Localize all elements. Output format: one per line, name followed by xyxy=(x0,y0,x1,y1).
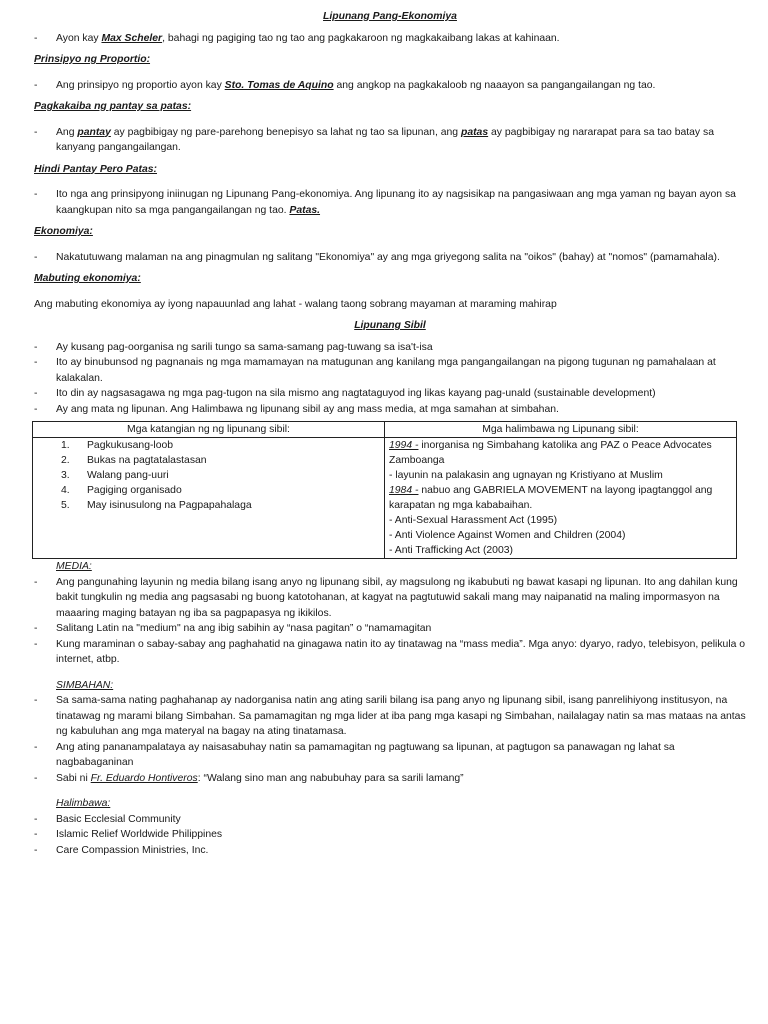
simbahan-list xyxy=(34,693,746,786)
law-item: - Anti Trafficking Act (2003) xyxy=(389,545,513,556)
text: Ayon kay xyxy=(56,32,102,44)
ekonomiya-heading: Ekonomiya: xyxy=(34,226,93,237)
proportio-item xyxy=(34,78,746,94)
lipunang-sibil-title: Lipunang Sibil xyxy=(354,320,426,331)
example-1994 xyxy=(389,438,732,468)
ekonomiya-item: - Nakatutuwang malaman na ang pinagmulan ng salitang "Ekonomiya" ay ang mga griyegong salita na "oikos" (bahay) at "nomos" (pamamahala). xyxy=(34,250,746,266)
item-text: Pagiging organisado xyxy=(87,485,182,496)
law-item: - Anti-Sexual Harassment Act (1995) xyxy=(389,515,558,526)
text: Ang xyxy=(56,126,78,138)
scheler-item xyxy=(34,31,746,47)
list-item: - Ito ay binubunsod ng pagnanais ng mga mamamayan na matugunan ang kanilang mga pangangailangan na pigong tugunan ng pamahalaan at kalakalan. xyxy=(34,355,746,386)
list-item: - Ay kusang pag-oorganisa ng sarili tungo sa sama-samang pag-tuwang sa isa't-isa xyxy=(34,340,746,356)
media-list xyxy=(34,575,746,668)
table-cell-halimbawa xyxy=(385,438,737,559)
text: Ito nga ang prinsipyong iniinugan ng Lipunang Pang-ekonomiya. Ang lipunang ito ay nagsisikap na pangasiwaan ang mga yaman ng bayan ayon sa kaangkupan nito sa mga pangangailangan ng tao. xyxy=(56,189,736,216)
hindi-pantay-heading: Hindi Pantay Pero Patas: xyxy=(34,163,157,175)
list-item: - Salitang Latin na "medium" na ang ibig sabihin ay “nasa pagitan” o “namamagitan xyxy=(34,621,746,637)
list-item: - Basic Ecclesial Community xyxy=(34,812,746,828)
list-item: - Ang pangunahing layunin ng media bilang isang anyo ng lipunang sibil, ay magsulong ng ikabubuti ng bawat kasapi ng lipunan. Ito ang dahilan kung bakit tungkulin ng media ang pagsasabi ng buong katotohanan, at kagyat na pagtutuwid sakali mang may naipanatid na maling impormasyon na maaaring maging batayan ng iba sa pagpapasya ng ikikilos. xyxy=(34,575,746,622)
numbered-item xyxy=(37,498,380,513)
sibil-table xyxy=(32,421,737,559)
list-item: - Islamic Relief Worldwide Philippines xyxy=(34,827,746,843)
pagkakaiba-item xyxy=(34,125,746,156)
table-header: Mga katangian ng ng lipunang sibil: xyxy=(33,422,385,438)
simbahan-heading: SIMBAHAN: xyxy=(56,679,114,691)
scheler-name: Max Scheler xyxy=(101,32,163,44)
item-number: 5. xyxy=(61,500,70,511)
list-item: - Sa sama-sama nating paghahanap ay nadorganisa natin ang ating sarili bilang isa pang anyo ng lipunang sibil, isang panrelihiyong institusyon, na tinatawag ng marami bilang Simbahan. Sa pamamagitan ng mga lider at iba pang mga kasapi ng Simbahan, nailalagay natin sa mas mataas na antas ng kabuluhan ang mga materyal na bagay na ating tinatamasa. xyxy=(34,693,746,740)
item-text: May isinusulong na Pagpapahalaga xyxy=(87,500,252,511)
numbered-item xyxy=(37,453,380,468)
quote-item xyxy=(34,771,746,787)
mabuting-ekonomiya-heading: Mabuting ekonomiya: xyxy=(34,273,141,284)
item-number: 4. xyxy=(61,485,70,496)
pagkakaiba-heading: Pagkakaiba ng pantay sa patas: xyxy=(34,101,192,112)
numbered-item xyxy=(37,483,380,498)
text: inorganisa ng Simbahang katolika ang PAZ o Peace Advocates Zamboanga xyxy=(389,440,712,466)
text: ang angkop na pagkakaloob ng naaayon sa pangangailangan ng tao. xyxy=(333,79,656,91)
patas-word: patas xyxy=(460,126,489,138)
table-header-row xyxy=(33,422,737,438)
text: Ang prinsipyo ng proportio ayon kay xyxy=(56,79,225,91)
list-item: - Ito din ay nagsasagawa ng mga pag-tugon na sila mismo ang nagtataguyod ing likas kayang pag-unald (sustainable development) xyxy=(34,386,746,402)
halimbawa-heading: Halimbawa: xyxy=(56,798,111,809)
aquino-name: Sto. Tomas de Aquino xyxy=(224,79,334,91)
proportio-heading: Prinsipyo ng Proportio: xyxy=(34,54,151,65)
pantay-word: pantay xyxy=(77,126,111,138)
item-number: 1. xyxy=(61,440,70,451)
text: , bahagi ng pagiging tao ng tao ang pagkakaroon ng magkakaibang lakas at kahinaan. xyxy=(162,32,560,44)
numbered-item xyxy=(37,468,380,483)
table-cell-katangian xyxy=(33,438,385,559)
year-label: 1984 - xyxy=(389,485,419,496)
hontiveros-name: Fr. Eduardo Hontiveros xyxy=(90,772,198,784)
example-1984 xyxy=(389,483,732,513)
list-item: - Ang ating pananampalataya ay naisasabuhay natin sa pamamagitan ng pagtuwang sa lipunan, at pagtugon sa panawagan ng lahat sa nagbabaganinan xyxy=(34,740,746,771)
item-text: Walang pang-uuri xyxy=(87,470,169,481)
item-number: 3. xyxy=(61,470,70,481)
halimbawa-list xyxy=(34,812,746,859)
text: nabuo ang GABRIELA MOVEMENT na layong ipagtanggol ang karapatan ng mga kababaihan. xyxy=(389,485,713,511)
table-row xyxy=(33,438,737,559)
text: ay pagbibigay ng nararapat para sa tao batay sa kanyang pangangailangan. xyxy=(56,126,714,153)
sibil-list xyxy=(34,340,746,418)
hindi-pantay-item xyxy=(34,187,746,218)
text: Sabi ni xyxy=(56,772,91,784)
patas-word: Patas. xyxy=(289,204,321,216)
item-number: 2. xyxy=(61,455,70,466)
mabuting-ekonomiya-text: Ang mabuting ekonomiya ay iyong napauunlad ang lahat - walang taong sobrang mayaman at maraming mahirap xyxy=(34,298,557,310)
item-text: Bukas na pagtatalastasan xyxy=(87,455,207,466)
table-header: Mga halimbawa ng Lipunang sibil: xyxy=(385,422,737,438)
media-heading: MEDIA: xyxy=(56,561,92,572)
text: : “Walang sino man ang nabubuhay para sa sarili lamang” xyxy=(197,772,464,784)
page-title: Lipunang Pang-Ekonomiya xyxy=(323,11,457,22)
text: ay pagbibigay ng pare-parehong benepisyo sa lahat ng tao sa lipunan, ang xyxy=(110,126,461,138)
item-text: Pagkukusang-loob xyxy=(87,440,174,451)
law-item: - Anti Violence Against Women and Children (2004) xyxy=(389,530,626,541)
numbered-item xyxy=(37,438,380,453)
year-label: 1994 - xyxy=(389,440,419,451)
list-item: - Care Compassion Ministries, Inc. xyxy=(34,843,746,859)
list-item: - Ay ang mata ng lipunan. Ang Halimbawa ng lipunang sibil ay ang mass media, at mga samahan at simbahan. xyxy=(34,402,746,418)
example-line: - layunin na palakasin ang ugnayan ng Kristiyano at Muslim xyxy=(389,470,663,481)
list-item: - Kung maraminan o sabay-sabay ang paghahatid na ginagawa natin ito ay tinatawag na “mass media”. Mga anyo: dyaryo, radyo, telebisyon, pelikula o internet, atbp. xyxy=(34,637,746,668)
